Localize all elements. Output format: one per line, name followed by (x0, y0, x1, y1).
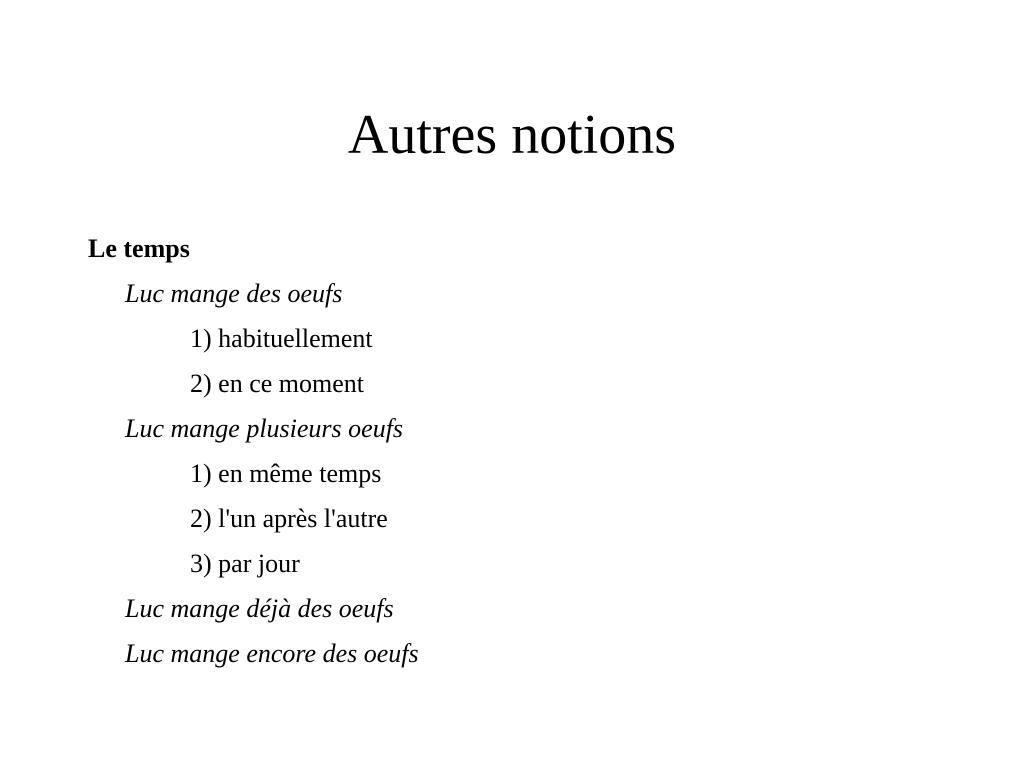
section-heading: Le temps (88, 234, 190, 263)
interpretation-item: 2) en ce moment (190, 369, 364, 398)
interpretation-item: 1) habituellement (190, 324, 373, 353)
example-sentence: Luc mange encore des oeufs (125, 639, 419, 668)
interpretation-item: 2) l'un après l'autre (190, 504, 388, 533)
slide-body (88, 226, 419, 676)
slide-title: Autres notions (347, 104, 677, 166)
example-sentence: Luc mange déjà des oeufs (125, 594, 394, 623)
interpretation-item: 1) en même temps (190, 459, 382, 488)
example-sentence: Luc mange des oeufs (125, 279, 343, 308)
example-sentence: Luc mange plusieurs oeufs (125, 414, 404, 443)
interpretation-item: 3) par jour (190, 549, 300, 578)
